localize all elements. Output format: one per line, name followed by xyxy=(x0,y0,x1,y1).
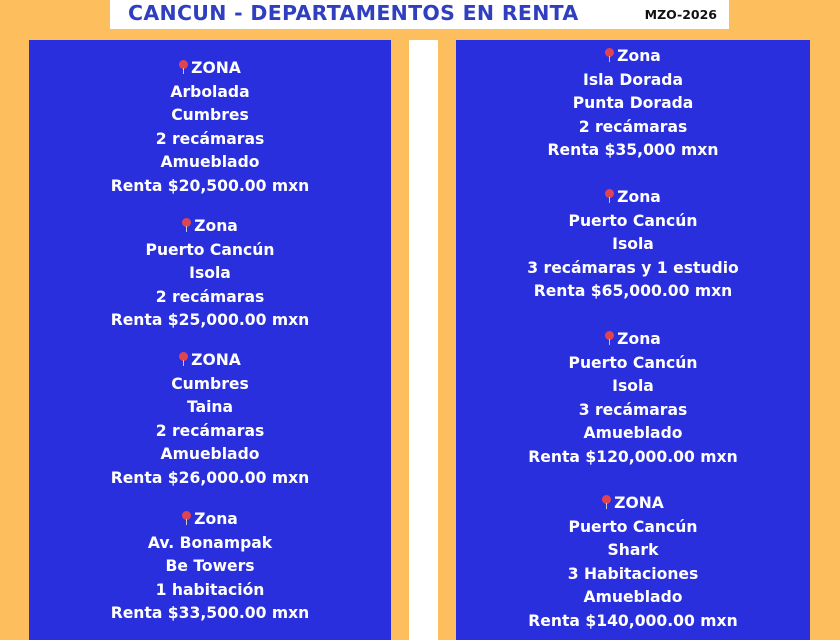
zone-header xyxy=(29,508,391,532)
zone-label: ZONA xyxy=(191,351,241,369)
pin-icon xyxy=(182,511,191,525)
pin-icon xyxy=(605,331,614,345)
listings-panel-right xyxy=(456,40,810,640)
listing-development: Isola xyxy=(612,377,654,396)
zone-header xyxy=(456,492,810,516)
listing-area: Puerto Cancún xyxy=(568,353,698,372)
listing-development: Be Towers xyxy=(165,557,255,576)
listing-area: Cumbres xyxy=(171,374,249,393)
listing-rent: Renta $25,000.00 mxn xyxy=(110,311,310,330)
listing-card xyxy=(29,349,391,491)
listing-furnishing: Amueblado xyxy=(160,445,260,464)
listing-rent: Renta $26,000.00 mxn xyxy=(110,468,310,487)
zone-header xyxy=(456,186,810,210)
pin-icon xyxy=(605,189,614,203)
listing-development: Cumbres xyxy=(171,106,249,125)
listing-rent: Renta $65,000.00 mxn xyxy=(533,282,733,301)
listing-area: Puerto Cancún xyxy=(568,211,698,230)
zone-label: Zona xyxy=(617,47,661,65)
listing-card xyxy=(456,492,810,634)
listing-rooms: 3 Habitaciones xyxy=(567,564,699,583)
listing-area: Arbolada xyxy=(170,82,250,101)
column-separator xyxy=(409,40,438,640)
listing-rooms: 2 recámaras xyxy=(155,421,265,440)
listing-rooms: 2 recámaras xyxy=(578,117,688,136)
pin-icon xyxy=(602,495,611,509)
listing-area: Puerto Cancún xyxy=(568,517,698,536)
zone-label: ZONA xyxy=(614,494,664,512)
zone-header xyxy=(456,328,810,352)
listing-area: Isla Dorada xyxy=(583,70,683,89)
listing-development: Isola xyxy=(612,235,654,254)
listing-development: Isola xyxy=(189,264,231,283)
listing-area: Av. Bonampak xyxy=(147,533,273,552)
listing-rooms: 1 habitación xyxy=(155,580,265,599)
listing-card xyxy=(29,215,391,333)
listing-development: Taina xyxy=(186,398,234,417)
listing-card xyxy=(456,328,810,470)
listing-rooms: 2 recámaras xyxy=(155,129,265,148)
pin-icon xyxy=(179,60,188,74)
listing-rooms: 3 recámaras y 1 estudio xyxy=(527,258,739,277)
zone-header xyxy=(29,215,391,239)
pin-icon xyxy=(179,352,188,366)
listing-development: Shark xyxy=(607,541,659,560)
zone-header xyxy=(29,349,391,373)
listing-development: Punta Dorada xyxy=(572,94,694,113)
listing-area: Puerto Cancún xyxy=(145,240,275,259)
date-label: MZO-2026 xyxy=(644,7,717,22)
listing-rent: Renta $35,000 mxn xyxy=(547,141,719,160)
pin-icon xyxy=(605,48,614,62)
listing-furnishing: Amueblado xyxy=(160,153,260,172)
listing-rooms: 2 recámaras xyxy=(155,287,265,306)
pin-icon xyxy=(182,218,191,232)
zone-label: ZONA xyxy=(191,59,241,77)
zone-label: Zona xyxy=(194,217,238,235)
title-banner xyxy=(110,0,729,29)
listings-panel-left xyxy=(29,40,391,640)
listing-card xyxy=(29,508,391,626)
zone-label: Zona xyxy=(617,188,661,206)
zone-label: Zona xyxy=(194,510,238,528)
listing-card xyxy=(29,57,391,199)
zone-header xyxy=(29,57,391,81)
zone-label: Zona xyxy=(617,330,661,348)
listing-rent: Renta $20,500.00 mxn xyxy=(110,176,310,195)
listing-furnishing: Amueblado xyxy=(583,588,683,607)
listing-card xyxy=(456,45,810,163)
zone-header xyxy=(456,45,810,69)
listing-furnishing: Amueblado xyxy=(583,424,683,443)
listing-rooms: 3 recámaras xyxy=(578,400,688,419)
listing-rent: Renta $120,000.00 mxn xyxy=(528,447,738,466)
listing-rent: Renta $140,000.00 mxn xyxy=(528,611,738,630)
page-title: CANCUN - DEPARTAMENTOS EN RENTA xyxy=(128,1,579,25)
listing-card xyxy=(456,186,810,304)
listing-rent: Renta $33,500.00 mxn xyxy=(110,604,310,623)
